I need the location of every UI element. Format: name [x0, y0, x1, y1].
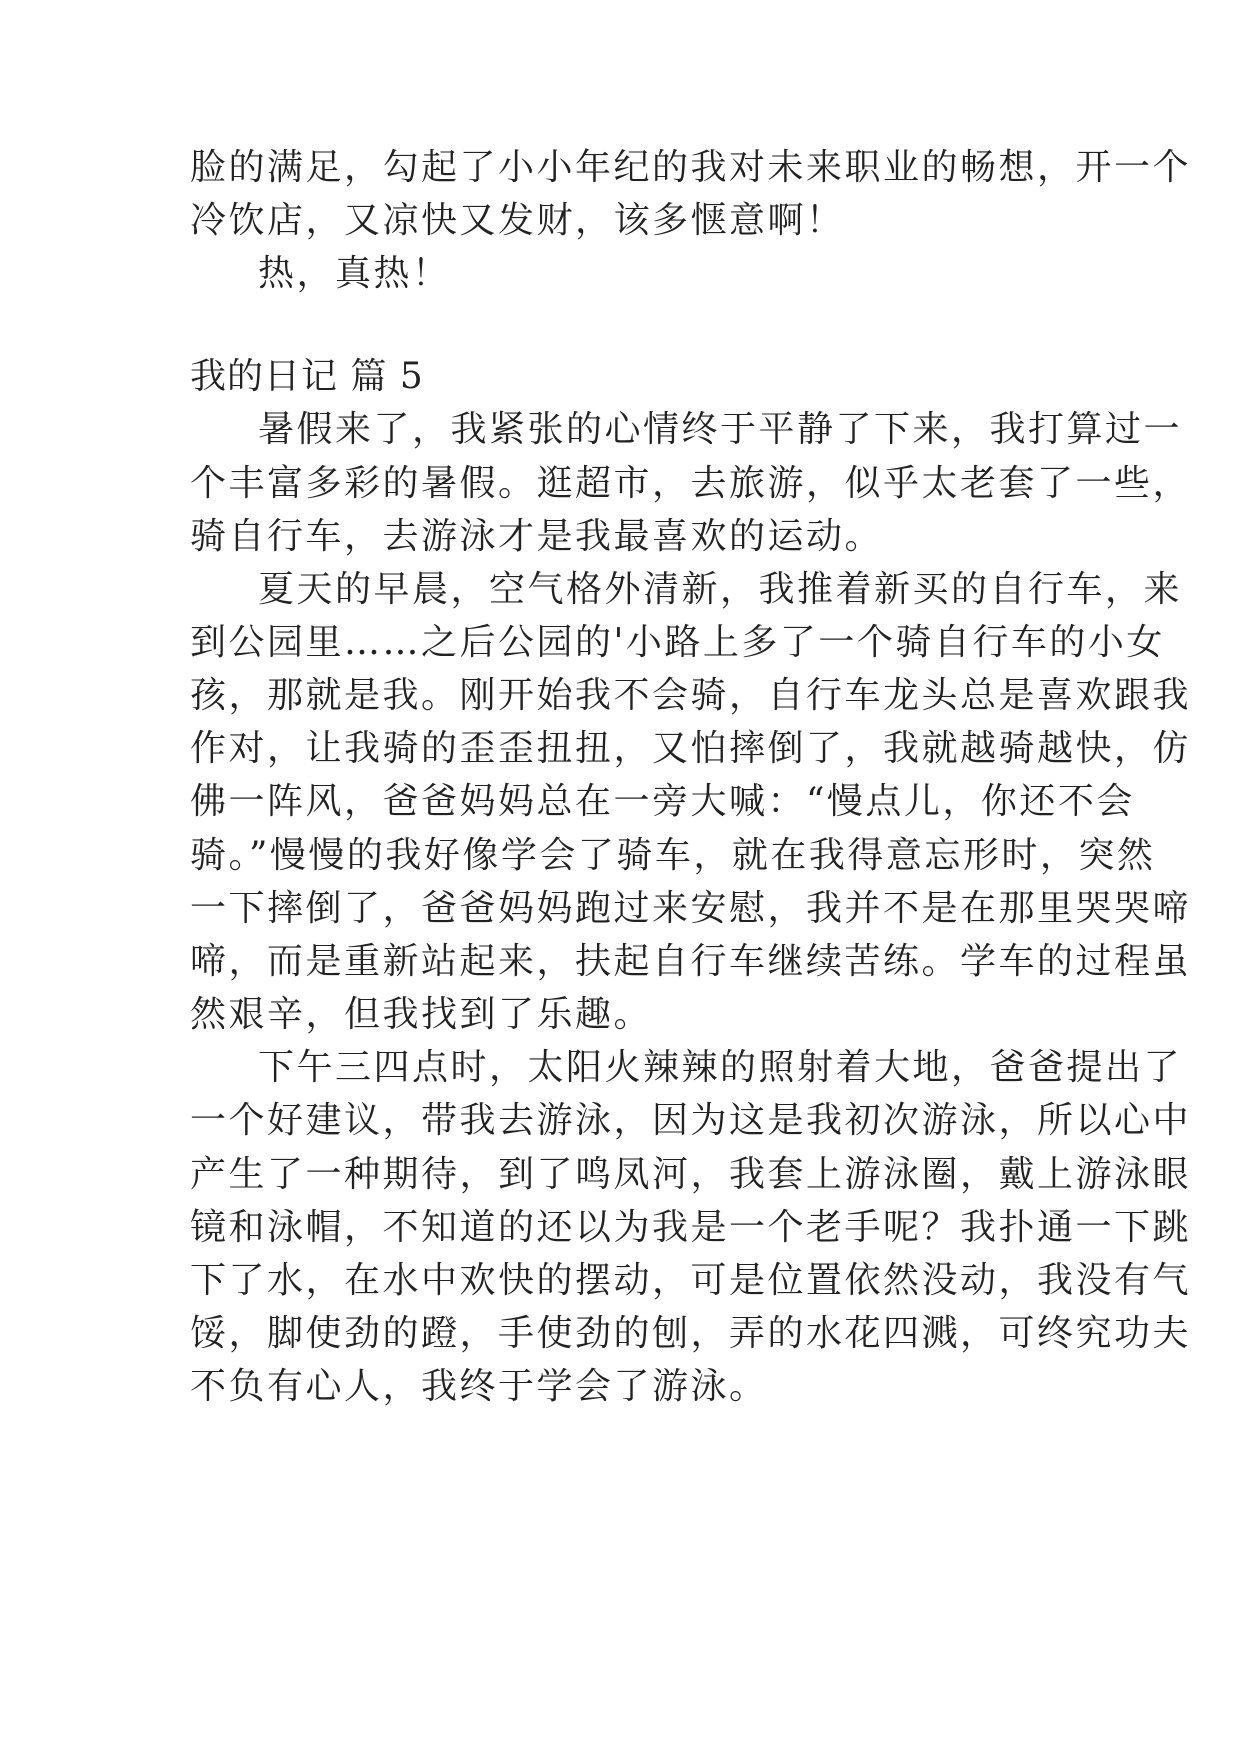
text-line: 馁，脚使劲的蹬，手使劲的刨，弄的水花四溅，可终究功夫 — [190, 1313, 1192, 1354]
text-line: 暑假来了，我紧张的心情终于平静了下来，我打算过一 — [258, 409, 1183, 450]
text-line: 孩，那就是我。刚开始我不会骑，自行车龙头总是喜欢跟我 — [190, 675, 1192, 716]
text-line: 骑。”慢慢的我好像学会了骑车，就在我得意忘形时，突然 — [190, 835, 1156, 876]
text-line: 到公园里……之后公园的'小路上多了一个骑自行车的小女 — [190, 622, 1165, 663]
text-line: 作对，让我骑的歪歪扭扭，又怕摔倒了，我就越骑越快，仿 — [190, 728, 1192, 769]
text-line: 然艰辛，但我找到了乐趣。 — [190, 994, 653, 1035]
text-line: 佛一阵风，爸爸妈妈总在一旁大喊：“慢点儿，你还不会 — [190, 781, 1135, 822]
text-line: 脸的满足，勾起了小小年纪的我对未来职业的畅想，开一个 — [190, 147, 1192, 188]
text-line: 下午三四点时，太阳火辣辣的照射着大地，爸爸提出了 — [258, 1047, 1183, 1088]
text-line: 下了水，在水中欢快的摆动，可是位置依然没动，我没有气 — [190, 1260, 1192, 1301]
text-line: 啼，而是重新站起来，扶起自行车继续苦练。学车的过程虽 — [190, 941, 1192, 982]
text-line: 镜和泳帽，不知道的还以为我是一个老手呢？我扑通一下跳 — [190, 1207, 1192, 1248]
text-line: 产生了一种期待，到了鸣凤河，我套上游泳圈，戴上游泳眼 — [190, 1154, 1192, 1195]
section-title: 我的日记 篇 5 — [190, 356, 424, 397]
text-line: 个丰富多彩的暑假。逛超市，去旅游，似乎太老套了一些， — [190, 463, 1192, 504]
text-line: 冷饮店，又凉快又发财，该多惬意啊！ — [190, 200, 845, 241]
text-line: 一个好建议，带我去游泳，因为这是我初次游泳，所以心中 — [190, 1100, 1192, 1141]
text-line: 一下摔倒了，爸爸妈妈跑过来安慰，我并不是在那里哭哭啼 — [190, 888, 1192, 929]
text-line: 夏天的早晨，空气格外清新，我推着新买的自行车，来 — [258, 569, 1183, 610]
text-line: 骑自行车，去游泳才是我最喜欢的运动。 — [190, 516, 884, 557]
text-line: 不负有心人，我终于学会了游泳。 — [190, 1366, 768, 1407]
text-line: 热，真热！ — [258, 253, 451, 294]
